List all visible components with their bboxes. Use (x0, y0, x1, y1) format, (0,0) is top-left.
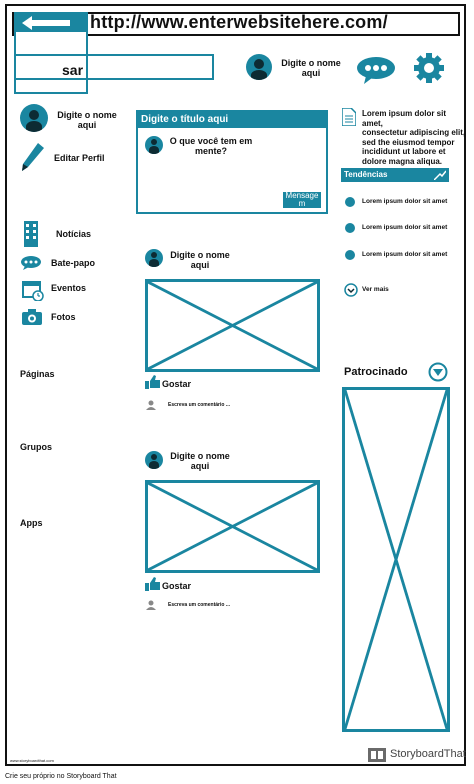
post-avatar[interactable] (145, 249, 163, 267)
chat-icon (20, 256, 42, 270)
footer-caption: Crie seu próprio no Storyboard That (5, 773, 117, 780)
logo-text: StoryboardThat (390, 748, 466, 760)
url-text: http://www.enterwebsitehere.com/ (90, 12, 388, 32)
chevron-down-icon[interactable] (344, 283, 358, 297)
nav-item-events[interactable]: Eventos (51, 283, 87, 293)
header-user-name (280, 58, 342, 78)
user-icon (146, 400, 156, 410)
edit-profile-link[interactable]: Editar Perfil (54, 153, 105, 163)
chat-bubble-icon[interactable] (356, 56, 396, 84)
pencil-icon (22, 143, 44, 171)
trends-title: Tendências (344, 170, 388, 179)
notice-line: incididunt ut labore et (362, 147, 446, 156)
thumbs-up-icon[interactable] (145, 577, 161, 591)
nav-item-news[interactable]: Notícias (56, 229, 92, 239)
building-icon (24, 221, 38, 247)
composer-title: Digite o título aqui (138, 112, 326, 128)
notice-text (362, 109, 468, 166)
trend-item[interactable]: Lorem ipsum dolor sit amet (362, 224, 448, 231)
notice-line: dolore magna aliqua. (362, 156, 443, 166)
section-groups[interactable]: Grupos (20, 442, 53, 452)
post-author[interactable] (170, 250, 230, 270)
composer-prompt-line1: O que você tem em (169, 136, 253, 146)
profile-avatar[interactable] (20, 104, 48, 132)
search-input[interactable] (14, 54, 214, 80)
composer-prompt[interactable] (168, 136, 254, 156)
header-user-name-line1: Digite o nome (281, 58, 341, 68)
notice-line: consectetur adipiscing elit, (362, 128, 466, 137)
trend-bullet (345, 223, 355, 233)
composer-avatar (145, 136, 163, 154)
storyboardthat-logo (368, 748, 464, 762)
composer-prompt-line2: mente? (194, 146, 227, 156)
post-author[interactable] (170, 451, 230, 471)
user-icon (146, 600, 156, 610)
profile-name-line2: aqui (77, 120, 97, 130)
logo-icon (368, 748, 386, 762)
nav-item-chat[interactable]: Bate-papo (51, 258, 96, 268)
camera-icon (22, 309, 42, 325)
back-button[interactable] (14, 12, 88, 94)
calendar-icon (22, 279, 44, 301)
trend-item[interactable]: Lorem ipsum dolor sit amet (362, 198, 448, 205)
post-author-line2: aqui (190, 260, 210, 270)
footer-site: www.storyboardthat.com (10, 758, 54, 763)
post-author-line1: Digite o nome (170, 451, 230, 461)
header-user-name-line2: aqui (301, 68, 321, 78)
trending-icon (434, 170, 446, 180)
profile-name-line1: Digite o nome (57, 110, 117, 120)
sponsored-ad-placeholder[interactable] (342, 387, 450, 732)
trend-item[interactable]: Lorem ipsum dolor sit amet (362, 251, 448, 258)
profile-name[interactable] (56, 110, 118, 130)
sponsored-title: Patrocinado (344, 366, 408, 378)
comment-input[interactable]: Escreva um comentário ... (168, 602, 230, 608)
notice-line: Lorem ipsum dolor sit amet, (362, 109, 447, 128)
gear-icon[interactable] (414, 53, 444, 83)
post-avatar[interactable] (145, 451, 163, 469)
header-avatar[interactable] (246, 54, 272, 80)
nav-item-photos[interactable]: Fotos (51, 312, 76, 322)
post-author-line2: aqui (190, 461, 210, 471)
send-label-line2: m (298, 199, 306, 208)
post-image-placeholder (145, 279, 320, 372)
trend-bullet (345, 197, 355, 207)
thumbs-up-icon[interactable] (145, 375, 161, 389)
trend-bullet (345, 250, 355, 260)
section-apps[interactable]: Apps (20, 518, 43, 528)
like-button[interactable]: Gostar (162, 379, 192, 389)
search-text: sar (62, 62, 84, 78)
like-button[interactable]: Gostar (162, 581, 192, 591)
chevron-down-icon[interactable] (428, 362, 448, 382)
post-author-line1: Digite o nome (170, 250, 230, 260)
send-label-line1: Mensage (285, 191, 319, 200)
comment-input[interactable]: Escreva um comentário ... (168, 402, 230, 408)
trends-header (341, 168, 449, 182)
document-icon (342, 108, 356, 126)
arrow-icon (22, 16, 72, 30)
section-pages[interactable]: Páginas (20, 369, 55, 379)
notice-line: sed the eiusmod tempor (362, 137, 455, 147)
send-message-button[interactable] (283, 192, 321, 208)
post-image-placeholder (145, 480, 320, 573)
see-more-link[interactable]: Ver mais (362, 286, 389, 293)
